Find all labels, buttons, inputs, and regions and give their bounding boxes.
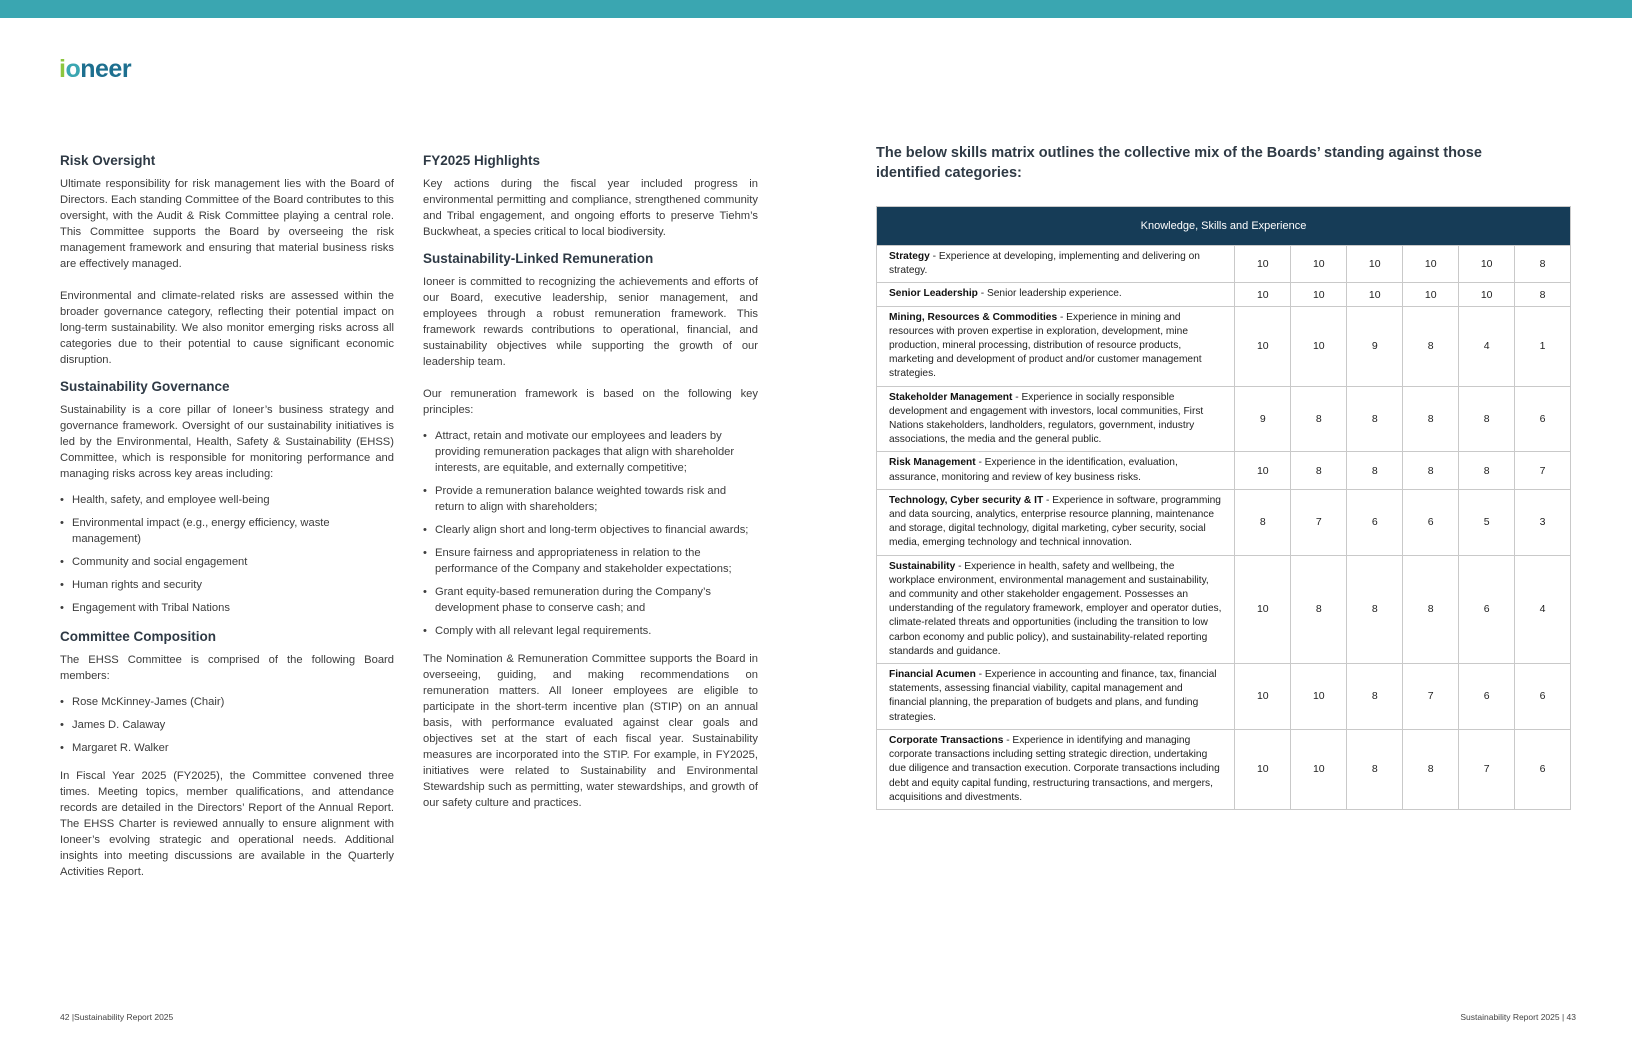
skill-name: Technology, Cyber security & IT [889, 494, 1044, 506]
skill-score-cell: 7 [1515, 452, 1571, 489]
skill-score-cell: 9 [1235, 386, 1291, 452]
skill-score-cell: 10 [1291, 246, 1347, 283]
skill-description: - Experience in accounting and finance, tax, financial statements, assessing financial viability, capital management and financial planning, the preparation of budgets and plans, and funding strategies. [889, 669, 1217, 723]
list-item: • James D. Calaway [60, 717, 394, 733]
skill-score-cell: 8 [1347, 729, 1403, 809]
skill-score-cell: 4 [1459, 306, 1515, 386]
skill-description: - Experience in the identification, evaluation, assurance, monitoring and review of key business risks. [889, 457, 1178, 483]
skill-score-cell: 7 [1291, 489, 1347, 555]
ioneer-logo: ioneer [59, 55, 132, 83]
skills-matrix-body [877, 246, 1571, 810]
list-item: • Provide a remuneration balance weighted towards risk and return to align with shareholders; [423, 483, 758, 515]
skill-score-cell: 8 [1515, 246, 1571, 283]
table-row [877, 306, 1571, 386]
skill-score-cell: 8 [1235, 489, 1291, 555]
risk-oversight-paragraph-1: Ultimate responsibility for risk management lies with the Board of Directors. Each standing Committee of the Board contributes to this oversight, with the Audit & Risk Committee playing a central role. This Committee supports the Board by overseeing the risk management framework and ensuring that material business risks are effectively managed. [60, 178, 394, 270]
middle-text-column [423, 152, 758, 827]
skill-score-cell: 10 [1291, 283, 1347, 306]
skill-score-cell: 8 [1347, 386, 1403, 452]
list-item: • Environmental impact (e.g., energy efficiency, waste management) [60, 515, 394, 547]
table-row [877, 555, 1571, 663]
skill-score-cell: 10 [1291, 664, 1347, 730]
sustainability-governance-heading: Sustainability Governance [60, 379, 230, 394]
list-item: • Margaret R. Walker [60, 740, 394, 756]
list-item: • Health, safety, and employee well-being [60, 492, 394, 508]
list-item: • Ensure fairness and appropriateness in relation to the performance of the Company and stakeholder expectations; [423, 545, 758, 577]
highlights-heading: FY2025 Highlights [423, 153, 541, 168]
skill-description-cell [877, 306, 1235, 386]
skill-score-cell: 8 [1347, 452, 1403, 489]
skill-description-cell [877, 664, 1235, 730]
skill-score-cell: 8 [1403, 555, 1459, 663]
table-row [877, 729, 1571, 809]
list-item: • Comply with all relevant legal requirements. [423, 623, 758, 639]
skill-description-cell [877, 489, 1235, 555]
skill-score-cell: 8 [1347, 555, 1403, 663]
skill-description: - Experience at developing, implementing and delivering on strategy. [889, 251, 1200, 277]
skill-description-cell [877, 729, 1235, 809]
committee-composition-paragraph-2: In Fiscal Year 2025 (FY2025), the Committee convened three times. Meeting topics, member qualifications, and attendance records are detailed in the Directors’ Report of the Annual Report. The EHSS Charter is reviewed annually to ensure alignment with Ioneer’s evolving strategic and operational needs. Additional insights into meeting discussions are available in the Quarterly Activities Report. [60, 770, 394, 878]
footer-left-page-label: 42 |Sustainability Report 2025 [60, 1012, 174, 1022]
skill-score-cell: 7 [1403, 664, 1459, 730]
skill-score-cell: 10 [1235, 246, 1291, 283]
skill-score-cell: 8 [1403, 306, 1459, 386]
remuneration-principles-list [423, 428, 758, 639]
risk-oversight-paragraph-2: Environmental and climate-related risks are assessed within the broader governance category, reflecting their potential impact on long-term sustainability. We also monitor emerging risks across all categories due to their potential to cause significant economic disruption. [60, 290, 394, 366]
skill-score-cell: 10 [1459, 283, 1515, 306]
list-item: • Grant equity-based remuneration during the Company’s development phase to conserve cash; and [423, 584, 758, 616]
skill-score-cell: 10 [1403, 283, 1459, 306]
skill-score-cell: 10 [1347, 283, 1403, 306]
skill-score-cell: 3 [1515, 489, 1571, 555]
skill-score-cell: 10 [1235, 555, 1291, 663]
sustainability-governance-paragraph: Sustainability is a core pillar of Ioneer’s business strategy and governance framework. Oversight of our sustainability initiatives is led by the Environmental, Health, Safety & Sustainability (EHSS) Committee, which is responsible for monitoring performance and managing risks across key areas including: [60, 404, 394, 480]
skill-score-cell: 10 [1403, 246, 1459, 283]
list-item: • Clearly align short and long-term objectives to financial awards; [423, 522, 758, 538]
committee-composition-heading: Committee Composition [60, 629, 217, 644]
governance-areas-list [60, 492, 394, 616]
skill-score-cell: 8 [1459, 386, 1515, 452]
table-row [877, 489, 1571, 555]
skill-score-cell: 8 [1403, 452, 1459, 489]
risk-oversight-heading: Risk Oversight [60, 153, 156, 168]
skill-score-cell: 6 [1515, 386, 1571, 452]
skill-score-cell: 5 [1459, 489, 1515, 555]
remuneration-paragraph-3: The Nomination & Remuneration Committee supports the Board in overseeing, guiding, and making recommendations on remuneration matters. All Ioneer employees are eligible to participate in the short-term incentive plan (STIP) on an annual basis, with performance evaluated against clear goals and objectives set at the start of each fiscal year. Sustainability measures are incorporated into the STIP. For example, in FY2025, initiatives were related to Sustainability and Environmental Stewardship such as permitting, water stewardships, and growth of our safety culture and practices. [423, 653, 758, 809]
list-item: • Attract, retain and motivate our employees and leaders by providing remuneration packages that align with shareholder interests, are equitable, and externally competitive; [423, 428, 758, 476]
skill-description-cell [877, 452, 1235, 489]
skill-description-cell [877, 246, 1235, 283]
skill-description: - Experience in socially responsible development and engagement with investors, local communities, First Nations stakeholders, landholders, regulators, government, industry associations, the media and the general public. [889, 391, 1204, 446]
skill-score-cell: 10 [1235, 283, 1291, 306]
skill-name: Mining, Resources & Commodities [889, 311, 1058, 323]
skill-score-cell: 10 [1235, 306, 1291, 386]
skill-name: Risk Management [889, 457, 976, 469]
list-item: • Community and social engagement [60, 554, 394, 570]
skill-description-cell [877, 386, 1235, 452]
skill-name: Senior Leadership [889, 288, 978, 300]
skill-score-cell: 1 [1515, 306, 1571, 386]
list-item: • Rose McKinney-James (Chair) [60, 694, 394, 710]
skills-matrix-header: Knowledge, Skills and Experience [877, 207, 1571, 246]
skill-description: - Senior leadership experience. [977, 288, 1122, 300]
skill-score-cell: 8 [1403, 729, 1459, 809]
skill-score-cell: 6 [1459, 555, 1515, 663]
skill-score-cell: 6 [1515, 664, 1571, 730]
table-row [877, 386, 1571, 452]
highlights-paragraph: Key actions during the fiscal year included progress in environmental permitting and compliance, strengthened community and Tribal engagement, and ongoing efforts to preserve Tiehm’s Buckwheat, a species critical to local biodiversity. [423, 178, 758, 238]
top-accent-bar [0, 0, 1632, 18]
skill-score-cell: 8 [1291, 452, 1347, 489]
list-item: • Engagement with Tribal Nations [60, 600, 394, 616]
table-row [877, 452, 1571, 489]
skill-score-cell: 6 [1403, 489, 1459, 555]
skill-score-cell: 10 [1235, 664, 1291, 730]
skill-score-cell: 6 [1347, 489, 1403, 555]
skill-score-cell: 8 [1515, 283, 1571, 306]
remuneration-paragraph-2: Our remuneration framework is based on the following key principles: [423, 388, 758, 416]
skill-score-cell: 8 [1403, 386, 1459, 452]
skill-name: Sustainability [889, 560, 956, 572]
skills-matrix-table [876, 206, 1571, 810]
skill-score-cell: 8 [1291, 386, 1347, 452]
skill-score-cell: 10 [1235, 452, 1291, 489]
table-row [877, 283, 1571, 306]
skill-score-cell: 10 [1291, 306, 1347, 386]
remuneration-heading: Sustainability-Linked Remuneration [423, 251, 654, 266]
skill-score-cell: 10 [1291, 729, 1347, 809]
skill-score-cell: 8 [1347, 664, 1403, 730]
skills-matrix-title: The below skills matrix outlines the collective mix of the Boards’ standing against those identified categories: [876, 145, 1482, 181]
skill-score-cell: 8 [1291, 555, 1347, 663]
left-text-column [60, 152, 394, 896]
skill-description: - Experience in health, safety and wellbeing, the workplace environment, environmental management and sustainability, and community and other stakeholder engagement. Possesses an understanding of the regulatory framework, employer and operator duties, climate-related threats and opportunities (including the transition to low carbon economy and public policy), and sustainability-related reporting standards and guidance. [889, 560, 1222, 657]
skill-score-cell: 10 [1347, 246, 1403, 283]
skill-description: - Experience in mining and resources with proven expertise in exploration, development, mine production, mineral processing, distribution of resource products, marketing and development of product and/or customer management strategies. [889, 311, 1202, 380]
skill-score-cell: 6 [1515, 729, 1571, 809]
skill-description: - Experience in identifying and managing corporate transactions including setting strategic direction, undertaking due diligence and transaction execution. Corporate transactions including debt and equity capital funding, restructuring transactions, and mergers, acquisitions and divestments. [889, 734, 1220, 803]
skill-score-cell: 4 [1515, 555, 1571, 663]
skill-score-cell: 8 [1459, 452, 1515, 489]
skill-name: Strategy [889, 251, 930, 262]
skill-name: Stakeholder Management [889, 391, 1013, 403]
skill-score-cell: 6 [1459, 664, 1515, 730]
skill-score-cell: 7 [1459, 729, 1515, 809]
skill-description: - Experience in software, programming and data sourcing, analytics, enterprise resource planning, maintenance and storage, digital technology, digital marketing, cyber security, social media, emerging technology and technical innovation. [889, 494, 1221, 549]
table-row [877, 246, 1571, 283]
skill-name: Financial Acumen [889, 669, 976, 681]
list-item: • Human rights and security [60, 577, 394, 593]
table-header-row [877, 207, 1571, 246]
skill-description-cell [877, 283, 1235, 306]
table-row [877, 664, 1571, 730]
skill-description-cell [877, 555, 1235, 663]
remuneration-paragraph-1: Ioneer is committed to recognizing the achievements and efforts of our Board, executive leadership, senior management, and employees through a robust remuneration framework. This framework rewards contributions to operational, financial, and sustainability objectives while supporting the growth of our leadership team. [423, 276, 758, 368]
skill-name: Corporate Transactions [889, 734, 1004, 746]
skill-score-cell: 10 [1235, 729, 1291, 809]
committee-composition-paragraph-1: The EHSS Committee is comprised of the following Board members: [60, 654, 394, 682]
footer-right-page-label: Sustainability Report 2025 | 43 [1460, 1012, 1576, 1022]
skill-score-cell: 9 [1347, 306, 1403, 386]
skill-score-cell: 10 [1459, 246, 1515, 283]
committee-members-list [60, 694, 394, 756]
